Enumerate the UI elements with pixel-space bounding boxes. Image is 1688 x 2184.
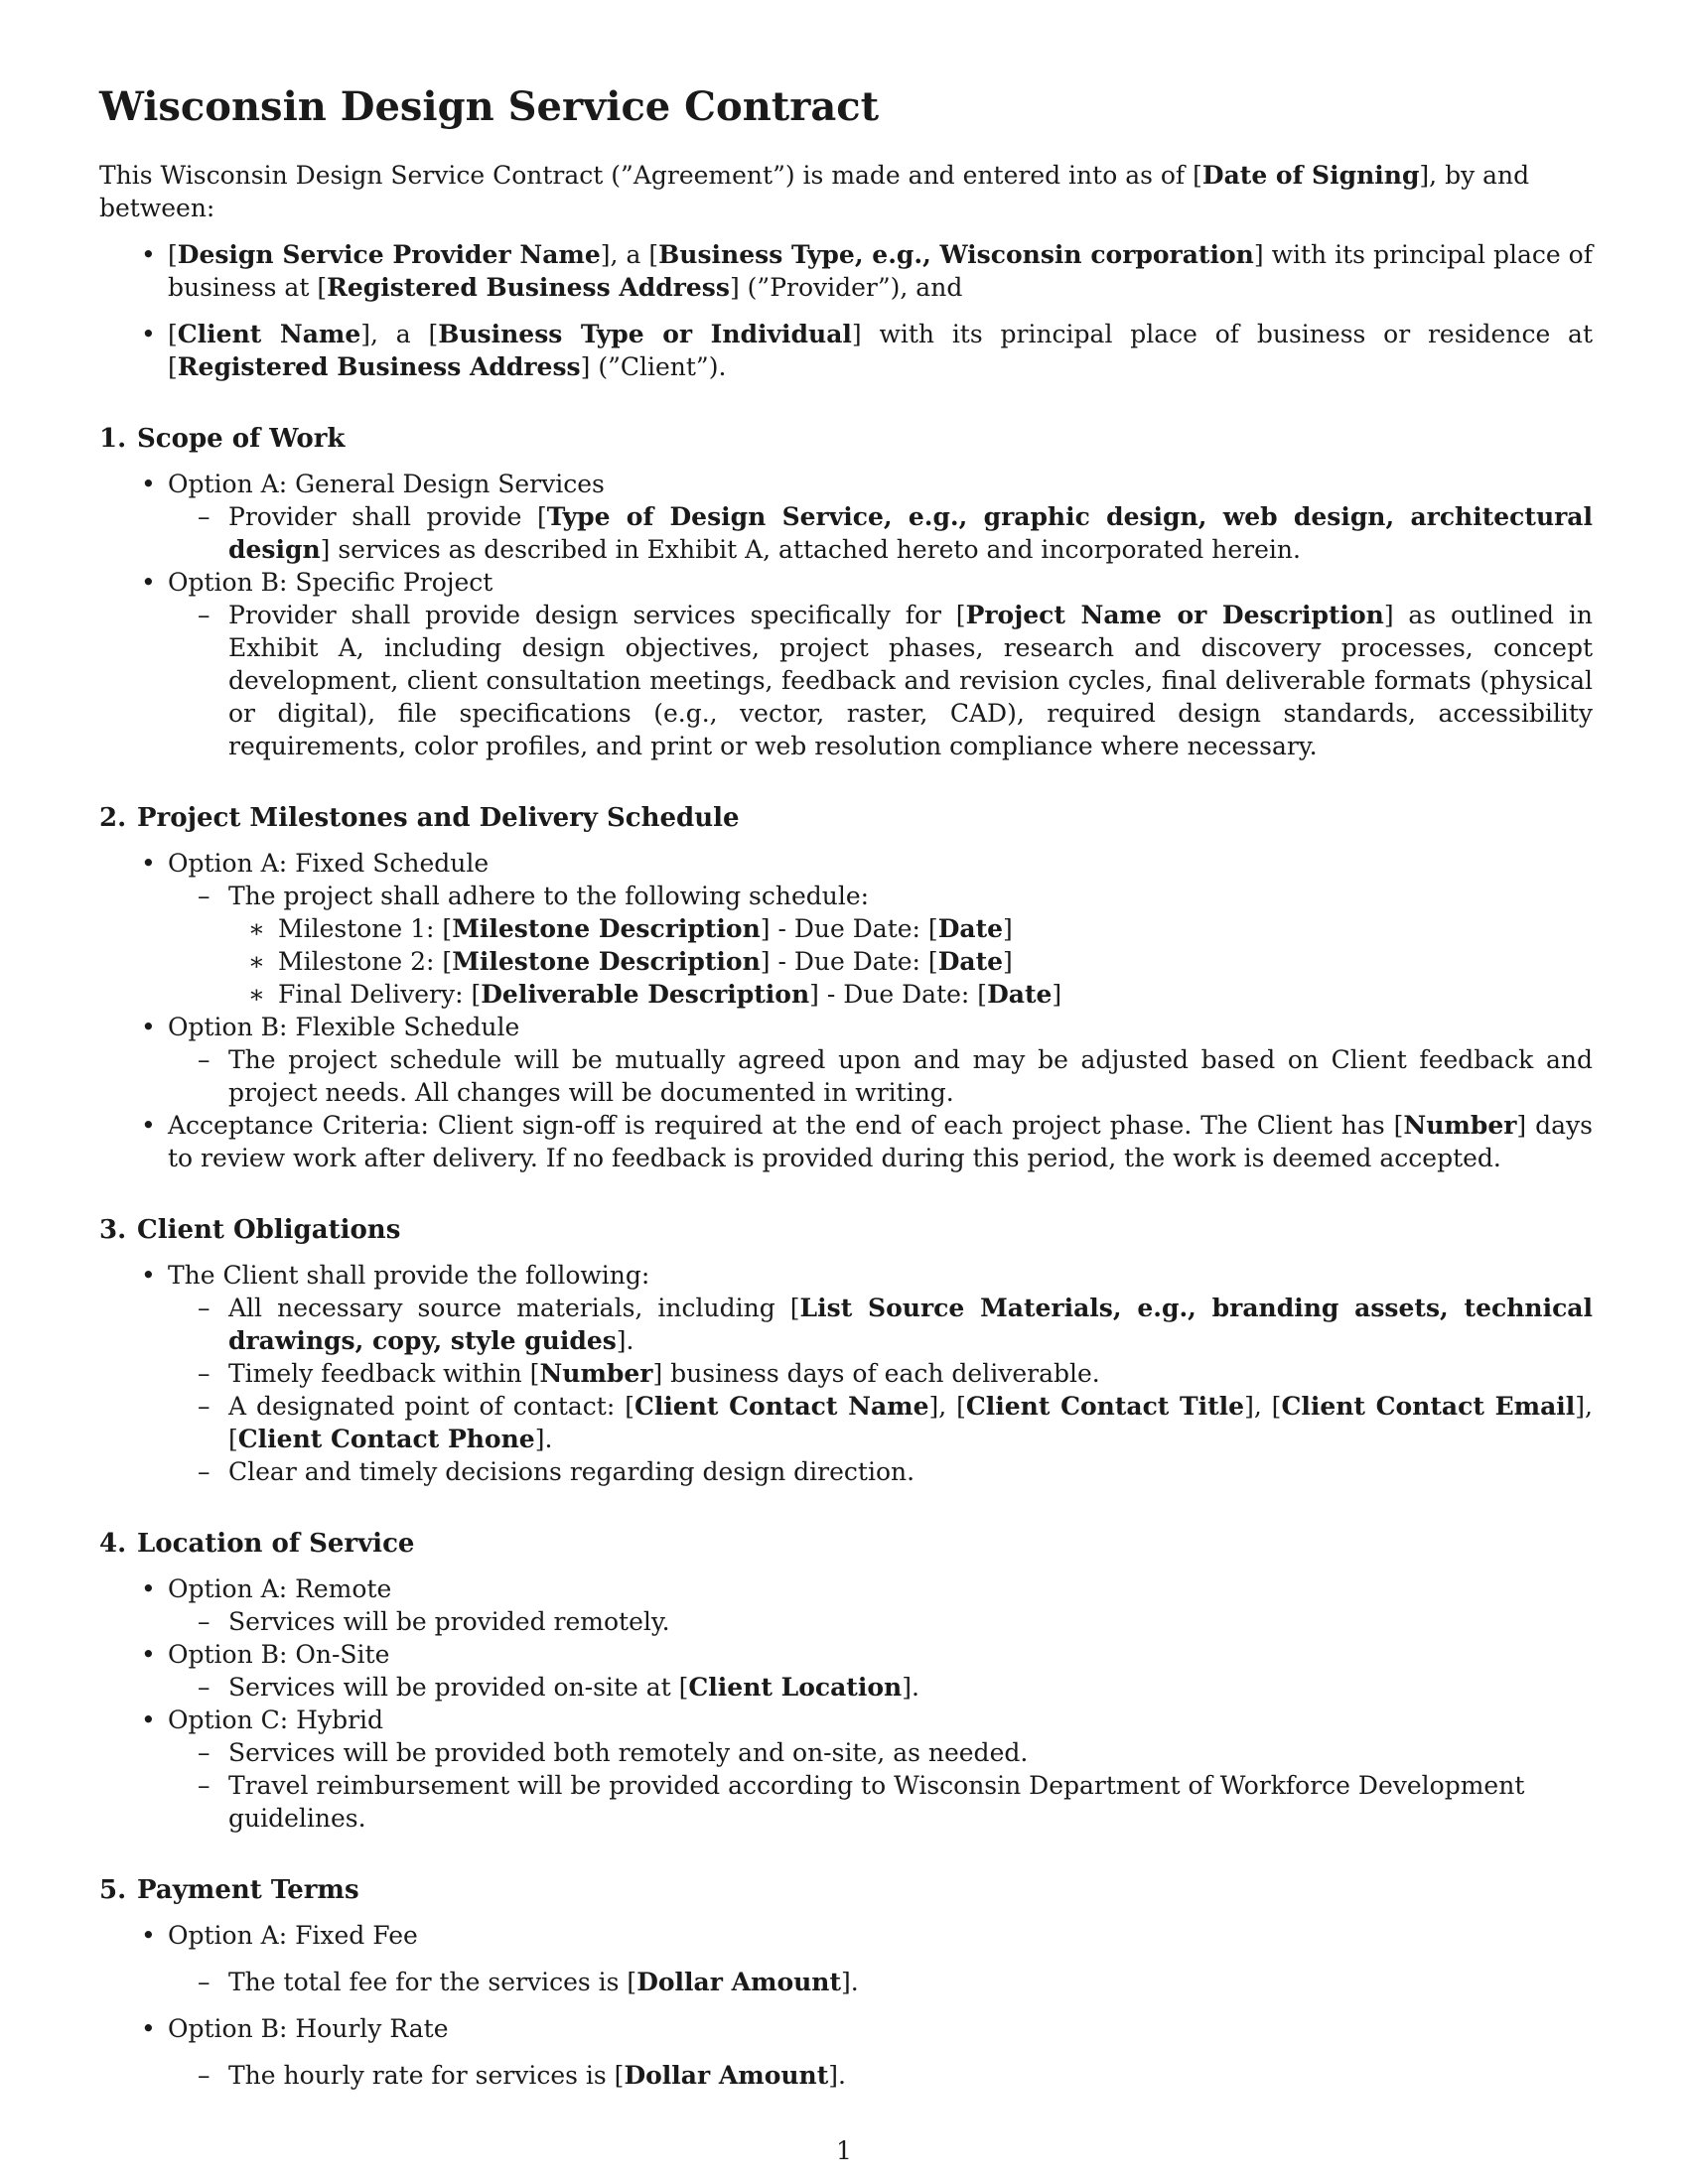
section-heading: 3. Client Obligations [99, 1215, 401, 1245]
list-item: • Option A: Remote – Services will be provided remotely. [99, 1572, 1593, 1638]
list-item: – A designated point of contact: [Client Contact Name], [Client Contact Title], [Client Contact Email], [Client Contact Phone]. [168, 1390, 1593, 1455]
list-item: • Option B: Hourly Rate – The hourly rate for services is [Dollar Amount]. [99, 2012, 1593, 2092]
page-number: 1 [836, 2136, 852, 2165]
parties-list [99, 238, 1593, 383]
milestone-2: ∗ Milestone 2: [Milestone Description] - Due Date: [Date] [248, 945, 1593, 978]
list-item: – Services will be provided remotely. [168, 1605, 1593, 1638]
date-of-signing-field: Date of Signing [1201, 161, 1420, 190]
section-scope-of-work [99, 423, 1593, 762]
list-item: – Services will be provided on-site at [Client Location]. [168, 1671, 1593, 1704]
list-item: – The hourly rate for services is [Dollar Amount]. [168, 2059, 1593, 2092]
document-page [99, 83, 1593, 2106]
milestone-1: ∗ Milestone 1: [Milestone Description] - Due Date: [Date] [248, 912, 1593, 945]
list-item: • Option B: Flexible Schedule – The project schedule will be mutually agreed upon and may be adjusted based on Client feedback and project needs. All changes will be documented in writing. [99, 1011, 1593, 1109]
list-item: – Provider shall provide design services specifically for [Project Name or Description] as outlined in Exhibit A, including design objectives, project phases, research and discovery processes, concept development, client consultation meetings, feedback and revision cycles, final deliverable formats (physical or digital), file specifications (e.g., vector, raster, CAD), required design standards, accessibility requirements, color profiles, and print or web resolution compliance where necessary. [168, 599, 1593, 762]
list-item: • Option C: Hybrid – Services will be provided both remotely and on-site, as needed. – Travel reimbursement will be provided according to Wisconsin Department of Workforce Development guidelines. [99, 1704, 1593, 1835]
section-heading: 1. Scope of Work [99, 424, 346, 454]
party-client: • [Client Name], a [Business Type or Individual] with its principal place of business or residence at [Registered Business Address] (”Client”). [99, 318, 1593, 383]
list-item: – Provider shall provide [Type of Design Service, e.g., graphic design, web design, architectural design] services as described in Exhibit A, attached hereto and incorporated herein. [168, 500, 1593, 566]
list-item: – The project shall adhere to the following schedule: ∗ Milestone 1: [Milestone Description] - Due Date: [Date] ∗ Milestone 2: [Milestone Description] - Due Date: [Date] ∗ Final Delivery: [Deliverable Description] - Due Date: [Date] [168, 880, 1593, 1011]
section-location-of-service [99, 1528, 1593, 1835]
intro-paragraph: This Wisconsin Design Service Contract (”Agreement”) is made and entered into as of [Date of Signing], by and between: [99, 161, 1530, 222]
list-item: • The Client shall provide the following: – All necessary source materials, including [List Source Materials, e.g., branding assets, technical drawings, copy, style guides]. – Timely feedback within [Number] business days of each deliverable. – A designated point of contact: [Client Contact Name], [Client Contact Title], [Client Contact Email], [Client Contact Phone]. – Clear and timely decisions regarding design direction. [99, 1259, 1593, 1488]
list-item: • Option B: Specific Project – Provider shall provide design services specifically for [Project Name or Description] as outlined in Exhibit A, including design objectives, project phases, research and discovery processes, concept development, client consultation meetings, feedback and revision cycles, final deliverable formats (physical or digital), file specifications (e.g., vector, raster, CAD), required design standards, accessibility requirements, color profiles, and print or web resolution compliance where necessary. [99, 566, 1593, 762]
list-item: – The total fee for the services is [Dollar Amount]. [168, 1966, 1593, 1998]
section-client-obligations [99, 1214, 1593, 1488]
list-item: – Services will be provided both remotely and on-site, as needed. [168, 1736, 1593, 1769]
list-item: – The project schedule will be mutually agreed upon and may be adjusted based on Client feedback and project needs. All changes will be documented in writing. [168, 1043, 1593, 1109]
section-heading: 5. Payment Terms [99, 1875, 359, 1905]
list-item: – Timely feedback within [Number] business days of each deliverable. [168, 1357, 1593, 1390]
section-milestones [99, 802, 1593, 1174]
acceptance-criteria: • Acceptance Criteria: Client sign-off is required at the end of each project phase. The Client has [Number] days to review work after delivery. If no feedback is provided during this period, the work is deemed accepted. [99, 1109, 1593, 1174]
list-item: • Option A: Fixed Fee – The total fee for the services is [Dollar Amount]. [99, 1919, 1593, 1998]
final-delivery: ∗ Final Delivery: [Deliverable Description] - Due Date: [Date] [248, 978, 1593, 1011]
list-item: • Option A: Fixed Schedule – The project shall adhere to the following schedule: ∗ Milestone 1: [Milestone Description] - Due Date: [Date] ∗ Milestone 2: [Milestone Description] - Due Date: [Date] ∗ Final Delivery: [Deliverable Description] - Due Date: [Date] [99, 847, 1593, 1011]
list-item: – All necessary source materials, including [List Source Materials, e.g., branding assets, technical drawings, copy, style guides]. [168, 1292, 1593, 1357]
section-heading: 4. Location of Service [99, 1529, 415, 1559]
list-item: – Clear and timely decisions regarding design direction. [168, 1455, 1593, 1488]
list-item: – Travel reimbursement will be provided according to Wisconsin Department of Workforce Development guidelines. [168, 1769, 1593, 1835]
section-payment-terms [99, 1874, 1593, 2092]
document-title: Wisconsin Design Service Contract [99, 83, 880, 130]
section-heading: 2. Project Milestones and Delivery Schedule [99, 803, 740, 833]
party-provider: • [Design Service Provider Name], a [Business Type, e.g., Wisconsin corporation] with its principal place of business at [Registered Business Address] (”Provider”), and [99, 238, 1593, 304]
list-item: • Option B: On-Site – Services will be provided on-site at [Client Location]. [99, 1638, 1593, 1704]
list-item: • Option A: General Design Services – Provider shall provide [Type of Design Service, e.g., graphic design, web design, architectural design] services as described in Exhibit A, attached hereto and incorporated herein. [99, 468, 1593, 566]
